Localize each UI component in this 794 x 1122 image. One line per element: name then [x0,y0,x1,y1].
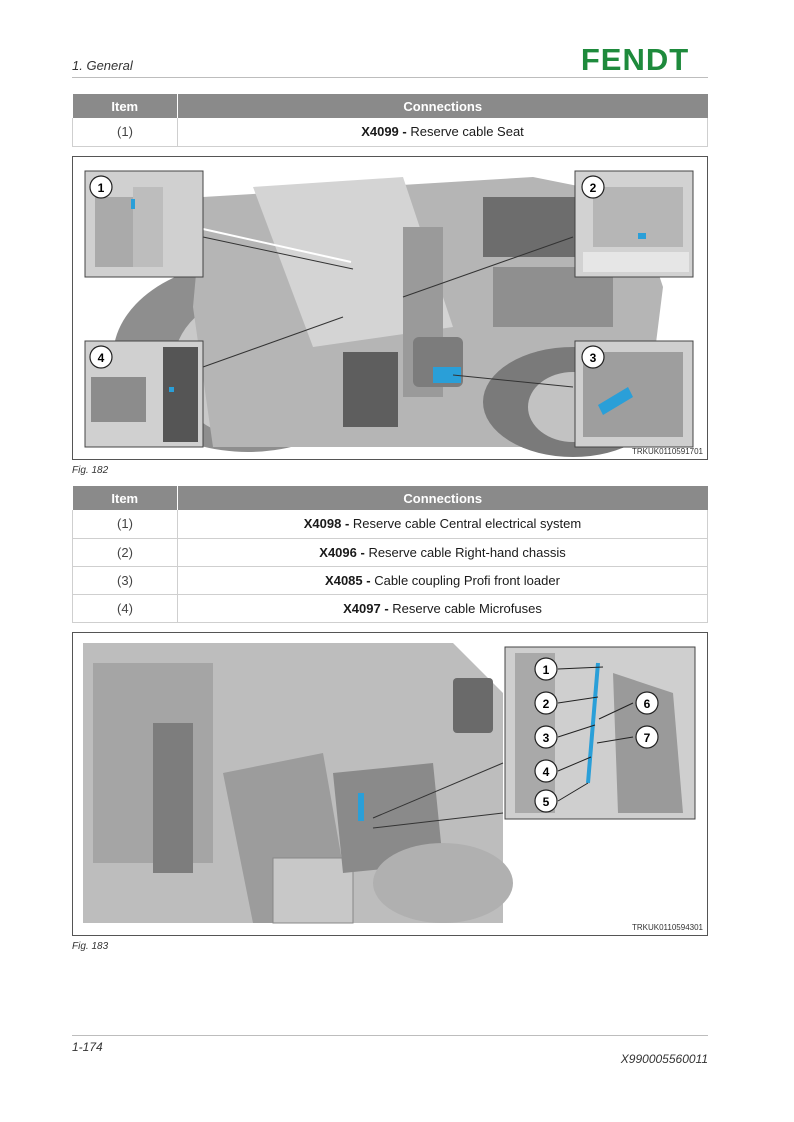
connector-code: X4085 [325,572,363,588]
svg-text:1: 1 [97,181,105,195]
table-row [73,538,708,566]
table-row [73,118,708,146]
callout-1 [535,658,557,680]
svg-text:2: 2 [589,181,597,195]
tractor-cab-illustration [73,633,707,935]
connection-cell: X4085 - Cable coupling Profi front loader [178,566,708,594]
connector-desc: Cable coupling Profi front loader [374,572,560,588]
document-number: X990005560011 [620,1052,708,1066]
footer-rule [72,1035,708,1036]
svg-text:5: 5 [542,795,550,809]
connector-desc: Reserve cable Microfuses [392,600,542,616]
svg-text:2: 2 [542,697,550,711]
callout-6 [636,692,658,714]
connection-cell: X4097 - Reserve cable Microfuses [178,594,708,622]
connector-code: X4098 [303,516,342,532]
item-cell: (1) [73,510,178,538]
connector-code: X4097 [343,600,381,616]
connection-cell: X4098 - Reserve cable Central electrical system [178,510,708,538]
connection-cell: X4096 - Reserve cable Right-hand chassis [178,538,708,566]
connections-table-2 [72,486,708,623]
col-connections-header: Connections [178,486,708,510]
callout-2 [582,176,604,198]
item-cell: (1) [73,118,178,146]
table-row [73,566,708,594]
callout-4 [535,760,557,782]
figure-code: TRKUK0110591701 [631,447,703,456]
section-title: 1. General [72,58,133,73]
col-item-header: Item [73,94,178,118]
inset-detail [505,647,695,819]
item-cell: (2) [73,538,178,566]
connection-cell: X4099 - Reserve cable Seat [178,118,708,146]
connector-desc: Reserve cable Right-hand chassis [368,544,566,560]
item-cell: (3) [73,566,178,594]
callout-1 [90,176,112,198]
connector-code: X4099 [361,124,399,140]
figure-caption: Fig. 182 [72,465,109,476]
svg-text:7: 7 [643,731,651,745]
callout-7 [636,726,658,748]
callout-5 [535,790,557,812]
svg-text:6: 6 [643,697,651,711]
connector-desc: Reserve cable Seat [410,124,524,140]
connector-code: X4096 [319,544,357,560]
svg-text:4: 4 [542,765,550,779]
page-number: 1-174 [72,1040,103,1054]
figure-code: TRKUK0110594301 [631,923,703,932]
callout-2 [535,692,557,714]
callout-4 [90,346,112,368]
figure-caption: Fig. 183 [72,941,109,952]
header-rule [72,77,708,78]
connector-desc: Reserve cable Central electrical system [352,516,582,532]
connections-table-1 [72,94,708,147]
figure-182 [72,156,708,460]
col-connections-header: Connections [178,94,708,118]
fendt-logo [562,44,708,74]
callout-3 [582,346,604,368]
table-row [73,510,708,538]
col-item-header: Item [73,486,178,510]
table-row [73,594,708,622]
brand-text: FENDT [580,44,690,74]
svg-text:3: 3 [589,351,597,365]
tractor-rear-illustration [73,157,707,459]
svg-text:4: 4 [97,351,105,365]
svg-text:3: 3 [542,731,550,745]
figure-183 [72,632,708,936]
item-cell: (4) [73,594,178,622]
svg-text:1: 1 [542,663,550,677]
callout-3 [535,726,557,748]
highlight-connector [358,793,364,821]
